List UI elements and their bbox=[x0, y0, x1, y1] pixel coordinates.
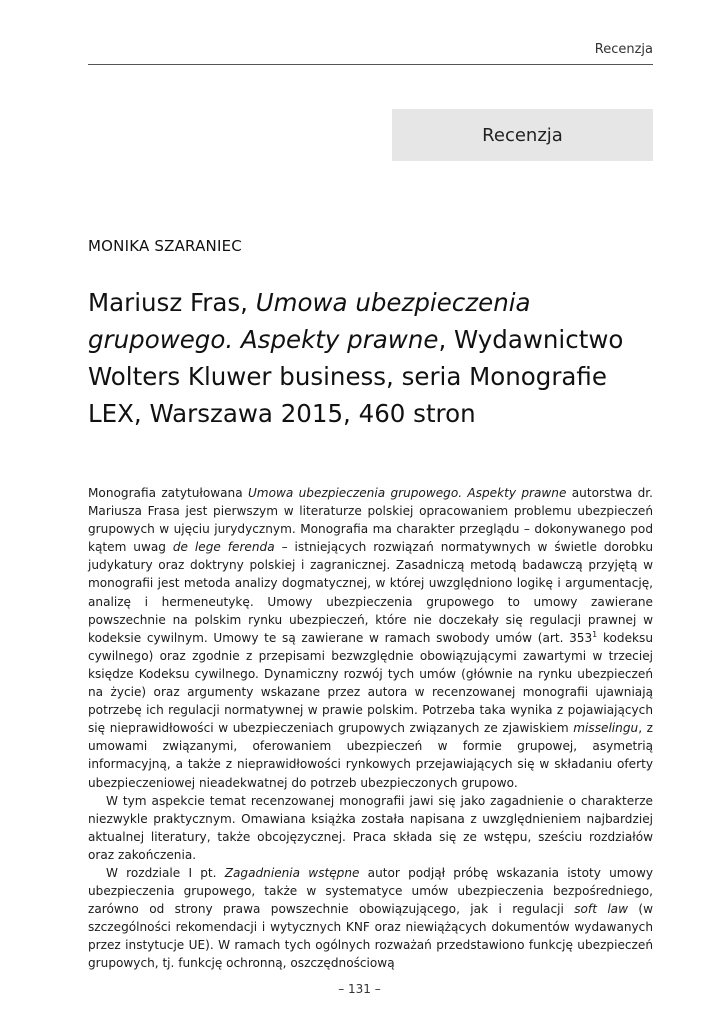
text-run: (w szczególności rekomendacji i wytycznych KNF oraz niewiążących dokumentów wydawanych przez instytucje UE). W ramach tych ogólnych rozważań przedstawiono funkcję ubezpieczeń grupowych, tj. funkcję ochronną, oszczędnościową bbox=[88, 902, 653, 971]
paragraph-1 bbox=[88, 484, 653, 792]
text-run: kodeksu cywilnego) oraz zgodnie z przepisami bezwzględnie obowiązującymi zawartymi w trzeciej księdze Kodeksu cywilnego. Dynamiczny rozwój tych umów (głównie na rynku ubezpieczeń na życie) oraz argumenty wskazane przez autora w recenzowanej monografii ujawniają potrzebę ich regulacji normatywnej w prawie polskim. Potrzeba taka wynika z pojawiających się nieprawidłowości w ubezpieczeniach grupowych związanych ze zjawiskiem bbox=[88, 630, 653, 736]
text-run: autorstwa dr. Mariusza Frasa jest pierwszym w literaturze polskiej opracowaniem problemu ubezpieczeń grupowych w ujęciu jurydycznym. Monografia ma charakter przeglądu – dokonywanego pod kątem uwag bbox=[88, 486, 654, 555]
title-book: Umowa ubezpieczenia grupowego. Aspekty prawne bbox=[88, 288, 531, 354]
section-label-box bbox=[392, 109, 653, 161]
superscript: 1 bbox=[592, 629, 598, 639]
text-run: , z umowami związanymi, oferowaniem ubezpieczeń w formie grupowej, asymetrią informacyjną, a także z nieprawidłowości rynkowych przejawiających się w składaniu oferty ubezpieczeniowej nieadekwatnej do potrzeb ubezpieczonych grupowo. bbox=[88, 721, 653, 790]
italic-run: soft law bbox=[574, 902, 628, 917]
title-publication: , Wydawnictwo Wolters Kluwer business, seria Monografie LEX, Warszawa 2015, 460 stron bbox=[88, 325, 624, 428]
italic-run: Zagadnienia wstępne bbox=[224, 865, 360, 880]
body-text bbox=[88, 484, 653, 973]
italic-run: Umowa ubezpieczenia grupowego. Aspekty prawne bbox=[247, 486, 567, 500]
title-author: Mariusz Fras, bbox=[88, 288, 256, 317]
author-name: MONIKA SZARANIEC bbox=[88, 237, 242, 255]
section-label: Recenzja bbox=[482, 124, 563, 146]
text-run: W rozdziale I pt. bbox=[106, 865, 225, 880]
text-run: autor podjął próbę wskazania istoty umowy ubezpieczenia grupowego, także w systematyce umów ubezpieczenia bezpośredniego, zarówno od strony prawa powszechnie obowiązującego, jak i regulacji bbox=[88, 865, 654, 917]
review-title bbox=[88, 284, 663, 432]
italic-run: misselingu bbox=[573, 721, 639, 736]
running-head: Recenzja bbox=[594, 42, 653, 57]
text-run: – istniejących rozwiązań normatywnych w świetle dorobku judykatury oraz doktryny polskiej i zagranicznej. Zasadniczą metodą badawczą przyjętą w monografii jest metoda analizy dogmatycznej, w której uwzględniono logikę i argumentację, analizę i hermeneutykę. Umowy ubezpieczenia grupowego to umowy zawierane powszechnie na polskim rynku ubezpieczeń, które nie doczekały się regulacji prawnej w kodeksie cywilnym. Umowy te są zawierane w ramach swobody umów (art. 353 bbox=[88, 540, 653, 645]
text-run: Monografia zatytułowana bbox=[88, 486, 248, 500]
page-number: – 131 – bbox=[338, 982, 381, 996]
header-rule bbox=[88, 64, 653, 65]
paragraph-2: W tym aspekcie temat recenzowanej monografii jawi się jako zagadnienie o charakterze niezwykle praktycznym. Omawiana książka została napisana z uwzględnieniem najbardziej aktualnej literatury, także obcojęzycznej. Praca składa się ze wstępu, sześciu rozdziałów oraz zakończenia. bbox=[88, 793, 653, 862]
italic-run: de lege ferenda bbox=[172, 540, 275, 555]
paragraph-3 bbox=[88, 864, 653, 973]
